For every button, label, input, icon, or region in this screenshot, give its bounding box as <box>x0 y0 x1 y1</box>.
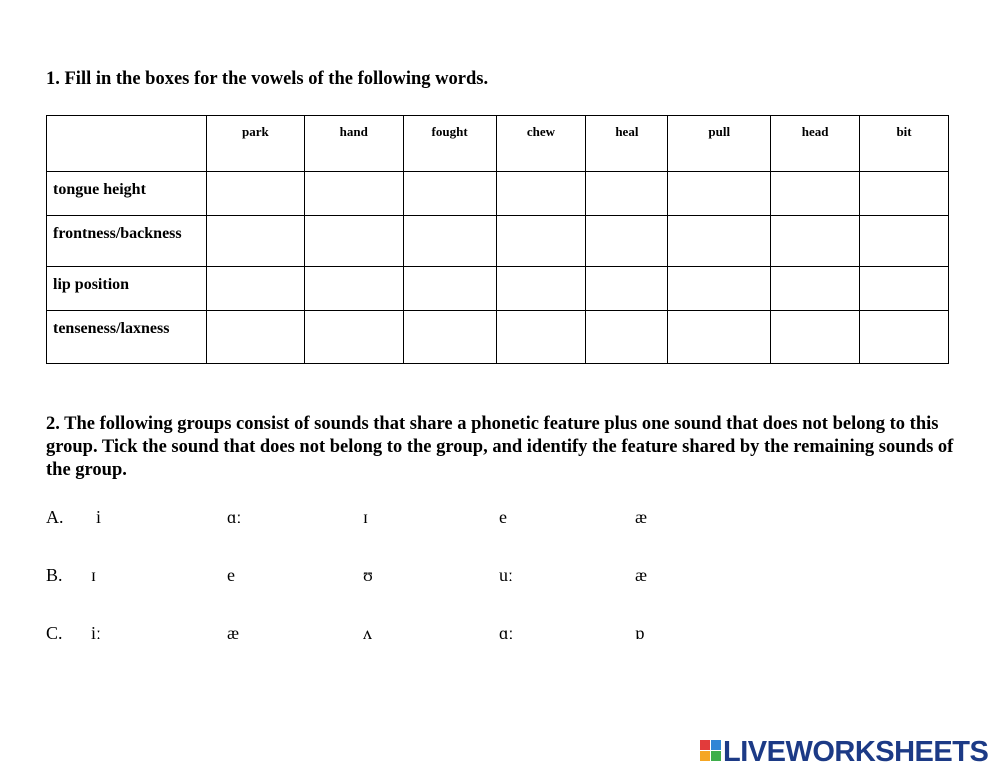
question-2-text: 2. The following groups consist of sounds that share a phonetic feature plus one sound that does not belong to this group. Tick the sound that does not belong to the group, and identify the feature shared by the remaining sounds of the group. <box>46 414 954 480</box>
header-corner-cell <box>47 116 207 172</box>
answer-cell[interactable] <box>586 172 668 216</box>
sound-option[interactable]: ɑː <box>227 507 242 527</box>
answer-cell[interactable] <box>206 216 304 267</box>
answer-cell[interactable] <box>771 311 860 364</box>
answer-cell[interactable] <box>860 311 949 364</box>
table-row <box>47 267 949 311</box>
vowel-table <box>46 115 949 364</box>
word-header: chew <box>496 116 586 172</box>
row-label: tongue height <box>47 172 207 216</box>
answer-cell[interactable] <box>403 267 496 311</box>
answer-cell[interactable] <box>668 267 771 311</box>
table-row <box>47 172 949 216</box>
sound-option[interactable]: ɪ <box>363 507 369 527</box>
answer-cell[interactable] <box>586 267 668 311</box>
answer-cell[interactable] <box>668 311 771 364</box>
sound-option[interactable]: e <box>227 565 235 585</box>
answer-cell[interactable] <box>403 216 496 267</box>
answer-cell[interactable] <box>860 216 949 267</box>
sound-option[interactable]: ɒ <box>635 623 645 643</box>
answer-cell[interactable] <box>771 172 860 216</box>
sound-group-b <box>46 565 746 589</box>
liveworksheets-logo-icon <box>700 740 722 762</box>
answer-cell[interactable] <box>304 172 403 216</box>
sound-option[interactable]: uː <box>499 565 514 585</box>
answer-cell[interactable] <box>496 267 586 311</box>
answer-cell[interactable] <box>668 216 771 267</box>
answer-cell[interactable] <box>860 172 949 216</box>
sound-option[interactable]: ʌ <box>363 623 372 643</box>
word-header: bit <box>860 116 949 172</box>
answer-cell[interactable] <box>496 216 586 267</box>
answer-cell[interactable] <box>496 311 586 364</box>
answer-cell[interactable] <box>771 216 860 267</box>
table-row <box>47 311 949 364</box>
liveworksheets-brand <box>700 736 996 768</box>
answer-cell[interactable] <box>206 267 304 311</box>
word-header: fought <box>403 116 496 172</box>
word-header: park <box>206 116 304 172</box>
answer-cell[interactable] <box>403 311 496 364</box>
sound-group-a <box>46 507 746 531</box>
row-label: tenseness/laxness <box>47 311 207 364</box>
sound-option[interactable]: æ <box>227 623 240 643</box>
group-label: A. <box>46 507 64 527</box>
group-label: C. <box>46 623 63 643</box>
word-header: hand <box>304 116 403 172</box>
word-header: pull <box>668 116 771 172</box>
answer-cell[interactable] <box>771 267 860 311</box>
word-header: heal <box>586 116 668 172</box>
sound-option[interactable]: æ <box>635 507 648 527</box>
answer-cell[interactable] <box>304 216 403 267</box>
sound-option[interactable]: e <box>499 507 507 527</box>
sound-option[interactable]: iː <box>91 623 102 643</box>
answer-cell[interactable] <box>304 267 403 311</box>
sound-option[interactable]: æ <box>635 565 648 585</box>
answer-cell[interactable] <box>668 172 771 216</box>
sound-option[interactable]: ɑː <box>499 623 514 643</box>
answer-cell[interactable] <box>304 311 403 364</box>
word-header: head <box>771 116 860 172</box>
row-label: frontness/backness <box>47 216 207 267</box>
question-1-title: 1. Fill in the boxes for the vowels of the following words. <box>46 69 489 89</box>
sound-group-c <box>46 623 746 647</box>
sound-option[interactable]: ʊ <box>363 565 373 585</box>
row-label: lip position <box>47 267 207 311</box>
header-row <box>47 116 949 172</box>
table-row <box>47 216 949 267</box>
answer-cell[interactable] <box>403 172 496 216</box>
answer-cell[interactable] <box>496 172 586 216</box>
answer-cell[interactable] <box>206 311 304 364</box>
brand-name: LIVEWORKSHEETS <box>723 736 989 768</box>
answer-cell[interactable] <box>206 172 304 216</box>
sound-option[interactable]: ɪ <box>91 565 97 585</box>
group-label: B. <box>46 565 63 585</box>
answer-cell[interactable] <box>586 216 668 267</box>
sound-option[interactable]: i <box>96 507 102 527</box>
answer-cell[interactable] <box>860 267 949 311</box>
answer-cell[interactable] <box>586 311 668 364</box>
